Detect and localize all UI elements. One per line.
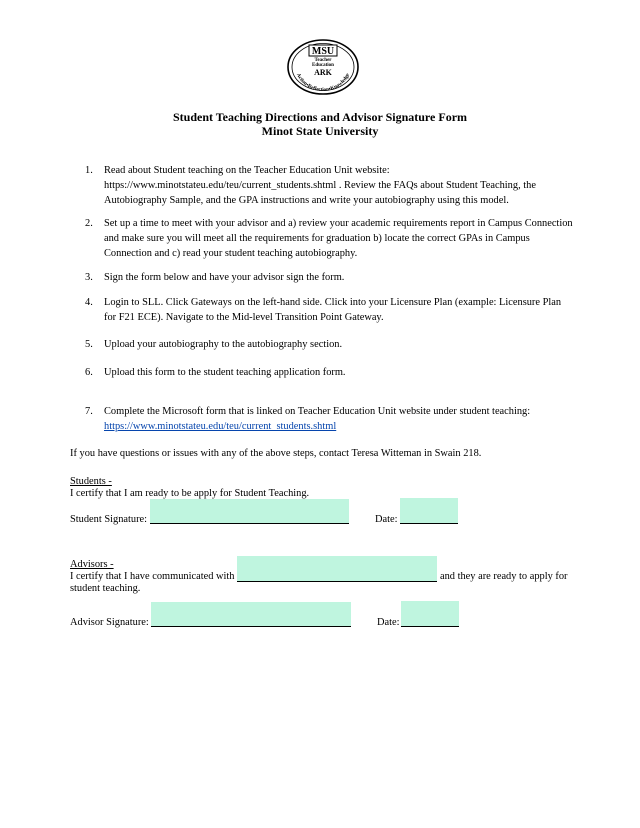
step-number: 3. [85, 272, 93, 283]
step-text [104, 404, 574, 434]
advisors-heading: Advisors - [70, 559, 114, 570]
contact-note: If you have questions or issues with any of the above steps, contact Teresa Witteman in Swain 218. [70, 448, 482, 459]
students-heading: Students - [70, 476, 112, 487]
step-text: Upload your autobiography to the autobiography section. [104, 339, 343, 350]
page-subtitle: Minot State University [261, 124, 379, 138]
step-number: 5. [85, 339, 93, 350]
student-date-label: Date: [375, 514, 398, 525]
advisor-date-field[interactable] [401, 601, 459, 627]
student-signature-field[interactable] [150, 499, 349, 524]
page-title: Student Teaching Directions and Advisor Signature Form [172, 110, 468, 124]
step-text: Set up a time to meet with your advisor and a) review your academic requirements report in Campus Connection and make sure you will meet all the requirements for graduation b) locate the correct GPAs in Campus Connection and c) read your student teaching autobiography. [104, 218, 573, 259]
advisee-name-field[interactable] [237, 556, 437, 582]
step-number: 1. [85, 165, 93, 176]
advisors-certify-wrap: student teaching. [70, 583, 141, 594]
students-certify: I certify that I am ready to be apply for Student Teaching. [70, 488, 310, 499]
advisors-certify-end: and they are ready to apply for [440, 571, 568, 582]
step-number: 7. [85, 406, 93, 417]
advisor-signature-label: Advisor Signature: [70, 617, 149, 628]
student-date-field[interactable] [400, 498, 458, 524]
advisors-certify-start: I certify that I have communicated with [70, 571, 235, 582]
student-signature-label: Student Signature: [70, 514, 148, 525]
logo-abbr: MSU [311, 46, 335, 57]
step-number: 2. [85, 218, 93, 229]
step-number: 6. [85, 367, 93, 378]
step-text: Read about Student teaching on the Teacher Education Unit website: https://www.minotstateu.edu/teu/current_students.shtml . Review the FAQs about Student Teaching, the Autobiography Sample, and the GPA instructions and write your autobiography using this model. [104, 165, 536, 206]
step-text: Sign the form below and have your advisor sign the form. [104, 272, 345, 283]
logo-line1: Teacher [314, 58, 332, 63]
step-text: Login to SLL. Click Gateways on the left-hand side. Click into your Licensure Plan (example: Licensure Plan for F21 ECE). Navigate to the Mid-level Transition Point Gateway. [104, 297, 562, 323]
step-7-text: Complete the Microsoft form that is linked on Teacher Education Unit website under student teaching: [104, 406, 531, 417]
step-text: Upload this form to the student teaching application form. [104, 367, 346, 378]
advisor-signature-field[interactable] [151, 602, 351, 627]
logo-center: ARK [314, 68, 332, 77]
step-number: 4. [85, 297, 93, 308]
current-students-link[interactable]: https://www.minotstateu.edu/teu/current_students.shtml [104, 421, 337, 432]
logo-ring-text: Action•Reflection•Knowledge [294, 72, 352, 94]
msu-teacher-education-ark-logo [287, 39, 359, 95]
advisor-date-label: Date: [377, 617, 400, 628]
logo-line2: Education [312, 63, 334, 68]
